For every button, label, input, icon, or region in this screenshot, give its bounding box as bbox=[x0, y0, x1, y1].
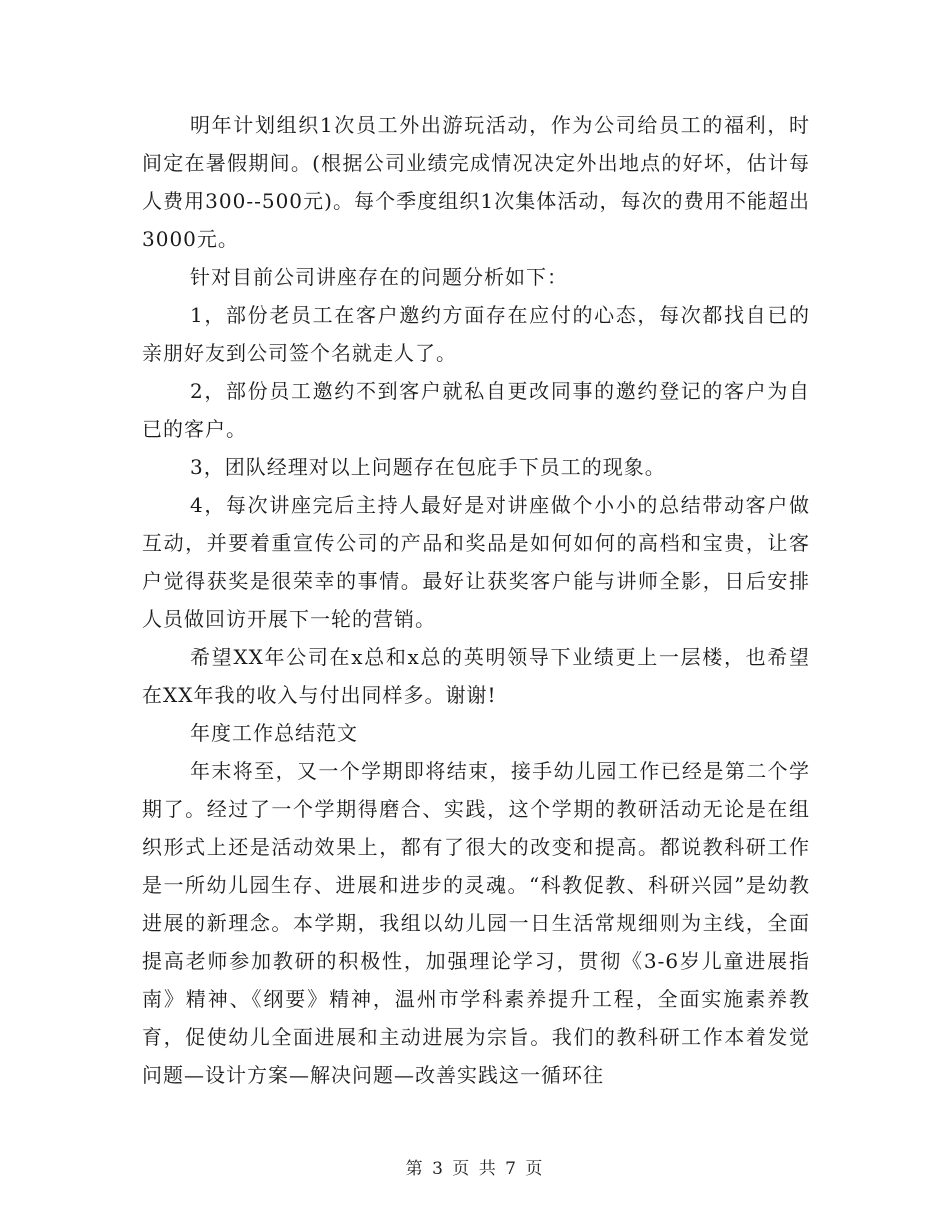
page-footer bbox=[0, 1154, 950, 1179]
paragraph-issue-2: 2，部份员工邀约不到客户就私自更改同事的邀约登记的客户为自已的客户。 bbox=[142, 379, 810, 441]
paragraph-issue-3: 3，团队经理对以上问题存在包庇手下员工的现象。 bbox=[190, 455, 666, 479]
paragraph-annual-summary: 年末将至，又一个学期即将结束，接手幼儿园工作已经是第二个学期了。经过了一个学期得磨合、实践，这个学期的教研活动无论是在组织形式上还是活动效果上，都有了很大的改变和提高。都说教科研工作是一所幼儿园生存、进展和进步的灵魂。“科教促教、科研兴园”是幼教进展的新理念。本学期，我组以幼儿园一日生活常规细则为主线，全面提高老师参加教研的积极性，加强理论学习，贯彻《3-6岁儿童进展指南》精神、《纲要》精神，温州市学科素养提升工程，全面实施素养教育，促使幼儿全面进展和主动进展为宗旨。我们的教科研工作本着发觉问题—设计方案—解决问题—改善实践这一循环往 bbox=[142, 759, 810, 1087]
document-body bbox=[142, 106, 810, 1094]
section-heading: 年度工作总结范文 bbox=[190, 721, 358, 745]
paragraph-issue-1: 1，部份老员工在客户邀约方面存在应付的心态，每次都找自已的亲朋好友到公司签个名就走人了。 bbox=[142, 303, 810, 365]
paragraph-closing-wish: 希望XX年公司在x总和x总的英明领导下业绩更上一层楼，也希望在XX年我的收入与付出同样多。谢谢! bbox=[142, 645, 810, 707]
page-number-label: 第 3 页 共 7 页 bbox=[405, 1159, 545, 1179]
paragraph-outing-plan: 明年计划组织1次员工外出游玩活动，作为公司给员工的福利，时间定在暑假期间。(根据公司业绩完成情况决定外出地点的好坏，估计每人费用300--500元)。每个季度组织1次集体活动，每次的费用不能超出3000元。 bbox=[142, 113, 810, 251]
paragraph-issue-4: 4，每次讲座完后主持人最好是对讲座做个小小的总结带动客户做互动，并要着重宣传公司的产品和奖品是如何如何的高档和宝贵，让客户觉得获奖是很荣幸的事情。最好让获奖客户能与讲师全影，日后安排人员做回访开展下一轮的营销。 bbox=[142, 493, 810, 631]
paragraph-lecture-analysis-intro: 针对目前公司讲座存在的问题分析如下： bbox=[190, 265, 568, 289]
